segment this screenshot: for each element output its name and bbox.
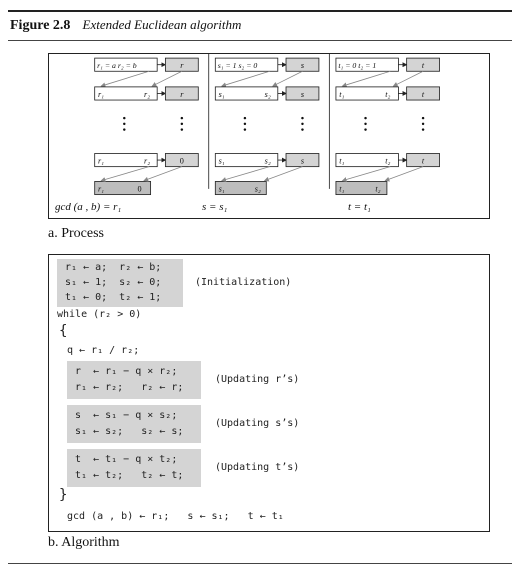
close-brace: } bbox=[59, 487, 68, 503]
update-s-line2: s₁ ← s₂; s₂ ← s; bbox=[75, 426, 184, 437]
ellipsis-dot bbox=[364, 128, 366, 130]
update-s-comment: (Updating s’s) bbox=[215, 418, 300, 429]
right-value: r₂ bbox=[144, 156, 151, 166]
right-value: r₂ bbox=[144, 89, 151, 99]
shift-arrow bbox=[144, 167, 182, 181]
final-left: s₁ bbox=[218, 184, 225, 194]
ellipsis-dot bbox=[364, 123, 366, 125]
final-left: t₁ bbox=[339, 184, 345, 194]
shift-arrow bbox=[265, 167, 303, 181]
ellipsis-dot bbox=[422, 117, 424, 119]
shift-arrow bbox=[393, 71, 423, 86]
update-s-line1: s ← s₁ − q × s₂; bbox=[75, 410, 178, 421]
update-r-comment: (Updating r’s) bbox=[215, 374, 300, 385]
update-r-line1: r ← r₁ − q × r₂; bbox=[75, 366, 178, 377]
ellipsis-dot bbox=[422, 128, 424, 130]
algorithm-caption: b. Algorithm bbox=[48, 535, 120, 550]
right-value: t₂ bbox=[385, 156, 391, 166]
ellipsis-dot bbox=[244, 117, 246, 119]
init-line-s: s₁ ← 1; s₂ ← 0; bbox=[65, 277, 162, 288]
right-value: s₂ bbox=[264, 89, 271, 99]
quotient-line: q ← r₁ / r₂; bbox=[67, 345, 140, 356]
final-right: t₂ bbox=[375, 184, 381, 194]
shift-arrow bbox=[101, 167, 149, 181]
shift-arrow bbox=[152, 71, 182, 86]
left-value: t₁ bbox=[339, 156, 345, 166]
update-t-comment: (Updating t’s) bbox=[215, 462, 300, 473]
update-r-line2: r₁ ← r₂; r₂ ← r; bbox=[75, 382, 184, 393]
right-value: t₂ bbox=[385, 89, 391, 99]
shift-arrow bbox=[343, 167, 391, 181]
shift-arrow bbox=[385, 167, 423, 181]
result-value: r bbox=[180, 60, 184, 70]
ellipsis-dot bbox=[123, 123, 125, 125]
ellipsis-dot bbox=[422, 123, 424, 125]
init-label: s₁ = 1 s₂ = 0 bbox=[217, 60, 258, 70]
init-label: r₁ = a r₂ = b bbox=[97, 60, 137, 70]
ellipsis-dot bbox=[301, 128, 303, 130]
ellipsis-dot bbox=[301, 123, 303, 125]
final-right: 0 bbox=[137, 184, 142, 194]
shift-arrow bbox=[222, 167, 270, 181]
ellipsis-dot bbox=[364, 117, 366, 119]
figure-title bbox=[10, 17, 241, 34]
process-results bbox=[48, 201, 490, 217]
ellipsis-dot bbox=[301, 117, 303, 119]
left-value: t₁ bbox=[339, 89, 345, 99]
result-value: t bbox=[421, 60, 425, 70]
final-left: r₁ bbox=[97, 184, 105, 194]
result-t: t = t₁ bbox=[348, 201, 371, 213]
result-gcd: gcd (a , b) = r₁ bbox=[55, 201, 122, 213]
left-value: r₁ bbox=[97, 89, 105, 99]
algorithm-panel bbox=[48, 254, 490, 532]
ellipsis-dot bbox=[244, 128, 246, 130]
result-value: s bbox=[300, 60, 305, 70]
ellipsis-dot bbox=[181, 117, 183, 119]
update-t-line1: t ← t₁ − q × t₂; bbox=[75, 454, 178, 465]
init-line-r: r₁ ← a; r₂ ← b; bbox=[65, 262, 162, 273]
final-right: s₂ bbox=[254, 184, 261, 194]
init-label: t₁ = 0 t₂ = 1 bbox=[338, 60, 377, 70]
while-line: while (r₂ > 0) bbox=[57, 309, 142, 320]
ellipsis-dot bbox=[123, 117, 125, 119]
left-value: s₁ bbox=[218, 156, 225, 166]
result-s: s = s₁ bbox=[202, 201, 228, 213]
ellipsis-dot bbox=[181, 123, 183, 125]
init-line-t: t₁ ← 0; t₂ ← 1; bbox=[65, 292, 162, 303]
result-value: t bbox=[421, 156, 425, 166]
bottom-rule bbox=[8, 563, 512, 564]
init-comment: (Initialization) bbox=[195, 277, 292, 288]
shift-arrow bbox=[343, 71, 391, 86]
shift-arrow bbox=[101, 71, 149, 86]
title-rule bbox=[8, 40, 512, 41]
figure-name: Extended Euclidean algorithm bbox=[82, 17, 242, 32]
update-t-line2: t₁ ← t₂; t₂ ← t; bbox=[75, 470, 184, 481]
result-value: s bbox=[300, 156, 305, 166]
ellipsis-dot bbox=[123, 128, 125, 130]
result-value: s bbox=[300, 89, 305, 99]
figure-number: Figure 2.8 bbox=[10, 18, 71, 33]
open-brace: { bbox=[59, 323, 68, 339]
process-diagram bbox=[49, 54, 489, 202]
ellipsis-dot bbox=[181, 128, 183, 130]
left-value: s₁ bbox=[218, 89, 225, 99]
result-value: 0 bbox=[179, 156, 184, 166]
left-value: r₁ bbox=[97, 156, 105, 166]
result-value: r bbox=[180, 89, 184, 99]
ellipsis-dot bbox=[244, 123, 246, 125]
final-line: gcd (a , b) ← r₁; s ← s₁; t ← t₁ bbox=[67, 511, 284, 522]
top-rule bbox=[8, 10, 512, 12]
process-caption: a. Process bbox=[48, 226, 104, 241]
result-value: t bbox=[421, 89, 425, 99]
right-value: s₂ bbox=[264, 156, 271, 166]
shift-arrow bbox=[273, 71, 303, 86]
process-panel bbox=[48, 53, 490, 219]
shift-arrow bbox=[222, 71, 270, 86]
